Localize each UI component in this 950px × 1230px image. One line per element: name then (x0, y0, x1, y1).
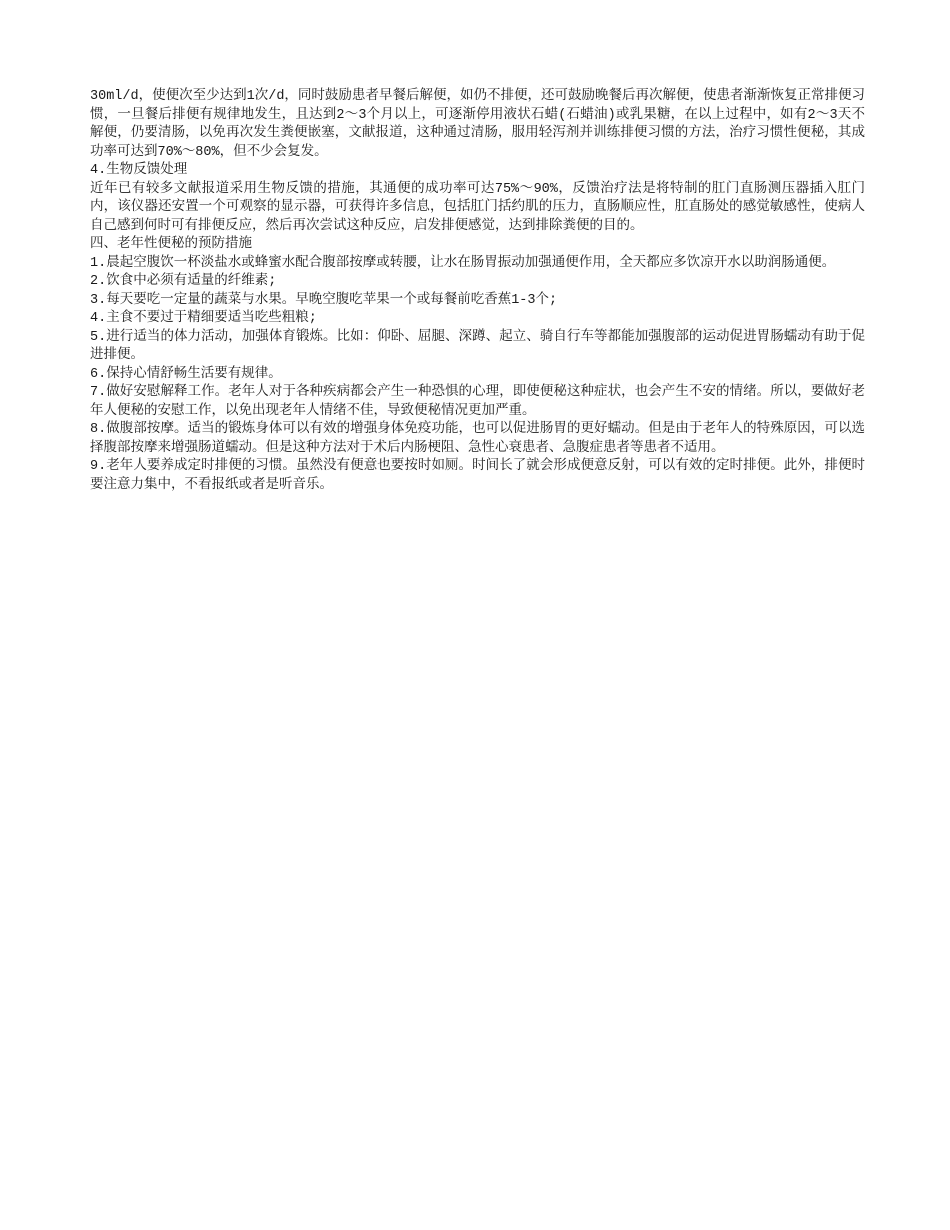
list-item-7: 7.做好安慰解释工作。老年人对于各种疾病都会产生一种恐惧的心理，即使便秘这种症状，也会产生不安的情绪。所以，要做好老年人便秘的安慰工作，以免出现老年人情绪不佳，导致便秘情况更加严重。 (90, 385, 865, 419)
document-body (90, 88, 865, 495)
section-heading-prevention: 四、老年性便秘的预防措施 (90, 237, 252, 252)
list-item-5: 5.进行适当的体力活动，加强体育锻炼。比如：仰卧、屈腿、深蹲、起立、骑自行车等都能加强腹部的运动促进胃肠蠕动有助于促进排便。 (90, 329, 865, 363)
list-item-4: 4.主食不要过于精细要适当吃些粗粮; (90, 311, 317, 326)
section-heading-biofeedback: 4.生物反馈处理 (90, 163, 188, 178)
list-item-2: 2.饮食中必须有适量的纤维素; (90, 274, 277, 289)
paragraph-habit-training: 30ml/d，使便次至少达到1次/d，同时鼓励患者早餐后解便，如仍不排便，还可鼓励晚餐后再次解便，使患者渐渐恢复正常排便习惯，一旦餐后排便有规律地发生，且达到2～3个月以上，可逐渐停用液状石蜡(石蜡油)或乳果糖，在以上过程中，如有2～3天不解便，仍要清肠，以免再次发生粪便嵌塞，文献报道，这种通过清肠，服用轻泻剂并训练排便习惯的方法，治疗习惯性便秘，其成功率可达到70%～80%，但不少会复发。 (90, 89, 865, 160)
paragraph-biofeedback: 近年已有较多文献报道采用生物反馈的措施，其通便的成功率可达75%～90%，反馈治疗法是将特制的肛门直肠测压器插入肛门内，该仪器还安置一个可观察的显示器，可获得许多信息，包括肛门括约肌的压力，直肠顺应性，肛直肠处的感觉敏感性，使病人自己感到何时可有排便反应，然后再次尝试这种反应，启发排便感觉，达到排除粪便的目的。 (90, 181, 865, 234)
list-item-1: 1.晨起空腹饮一杯淡盐水或蜂蜜水配合腹部按摩或转腰，让水在肠胃振动加强通便作用，全天都应多饮凉开水以助润肠通便。 (90, 255, 836, 271)
list-item-6: 6.保持心情舒畅生活要有规律。 (90, 366, 282, 382)
list-item-9: 9.老年人要养成定时排便的习惯。虽然没有便意也要按时如厕。时间长了就会形成便意反射，可以有效的定时排便。此外，排便时要注意力集中，不看报纸或者是听音乐。 (90, 459, 865, 493)
list-item-8: 8.做腹部按摩。适当的锻炼身体可以有效的增强身体免疫功能，也可以促进肠胃的更好蠕动。但是由于老年人的特殊原因，可以选择腹部按摩来增强肠道蠕动。但是这种方法对于术后内肠梗阻、急性心衰患者、急腹症患者等患者不适用。 (90, 422, 865, 456)
list-item-3: 3.每天要吃一定量的蔬菜与水果。早晚空腹吃苹果一个或每餐前吃香蕉1-3个; (90, 292, 558, 308)
